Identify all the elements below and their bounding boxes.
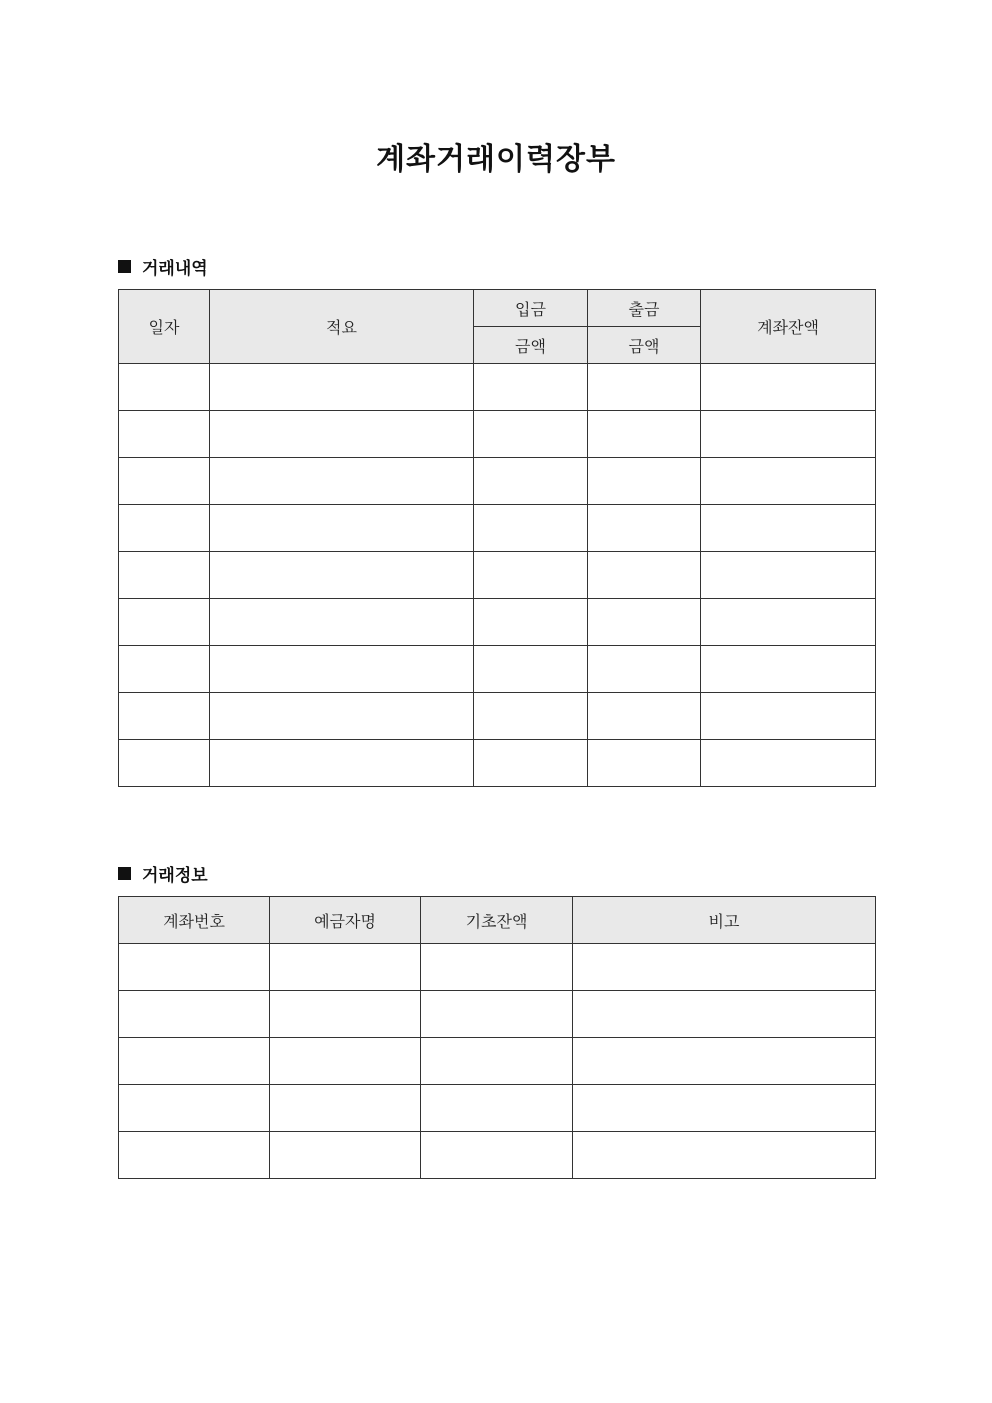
cell-opening-balance[interactable] bbox=[421, 944, 573, 991]
table-row bbox=[119, 991, 876, 1038]
cell-remarks[interactable] bbox=[573, 944, 876, 991]
header-remarks: 비고 bbox=[573, 897, 876, 944]
cell-balance[interactable] bbox=[701, 411, 876, 458]
header-description: 적요 bbox=[210, 290, 474, 364]
table-row bbox=[119, 458, 876, 505]
cell-balance[interactable] bbox=[701, 646, 876, 693]
header-depositor-name: 예금자명 bbox=[270, 897, 421, 944]
account-info-table bbox=[118, 896, 876, 1179]
cell-opening-balance[interactable] bbox=[421, 1132, 573, 1179]
cell-balance[interactable] bbox=[701, 599, 876, 646]
cell-deposit-amount[interactable] bbox=[474, 505, 588, 552]
cell-account-number[interactable] bbox=[119, 1085, 270, 1132]
cell-date[interactable] bbox=[119, 411, 210, 458]
cell-date[interactable] bbox=[119, 364, 210, 411]
cell-opening-balance[interactable] bbox=[421, 1038, 573, 1085]
header-opening-balance: 기초잔액 bbox=[421, 897, 573, 944]
cell-remarks[interactable] bbox=[573, 1038, 876, 1085]
cell-date[interactable] bbox=[119, 505, 210, 552]
table-row bbox=[119, 646, 876, 693]
table-row bbox=[119, 505, 876, 552]
header-withdrawal: 출금 bbox=[588, 290, 701, 327]
table-row bbox=[119, 693, 876, 740]
cell-depositor-name[interactable] bbox=[270, 1132, 421, 1179]
cell-balance[interactable] bbox=[701, 505, 876, 552]
cell-deposit-amount[interactable] bbox=[474, 693, 588, 740]
cell-remarks[interactable] bbox=[573, 991, 876, 1038]
cell-date[interactable] bbox=[119, 693, 210, 740]
cell-deposit-amount[interactable] bbox=[474, 458, 588, 505]
table-row bbox=[119, 599, 876, 646]
square-bullet-icon bbox=[118, 260, 131, 273]
table-row bbox=[119, 1085, 876, 1132]
document-title: 계좌거래이력장부 bbox=[376, 142, 616, 177]
cell-depositor-name[interactable] bbox=[270, 1085, 421, 1132]
cell-description[interactable] bbox=[210, 411, 474, 458]
cell-depositor-name[interactable] bbox=[270, 1038, 421, 1085]
table-row bbox=[119, 1038, 876, 1085]
cell-deposit-amount[interactable] bbox=[474, 646, 588, 693]
cell-balance[interactable] bbox=[701, 740, 876, 787]
info-heading-label: 거래정보 bbox=[142, 866, 208, 886]
cell-description[interactable] bbox=[210, 646, 474, 693]
transactions-table-body bbox=[119, 364, 876, 787]
cell-withdrawal-amount[interactable] bbox=[588, 411, 701, 458]
cell-description[interactable] bbox=[210, 505, 474, 552]
cell-opening-balance[interactable] bbox=[421, 991, 573, 1038]
cell-date[interactable] bbox=[119, 599, 210, 646]
cell-depositor-name[interactable] bbox=[270, 944, 421, 991]
cell-opening-balance[interactable] bbox=[421, 1085, 573, 1132]
transactions-heading-label: 거래내역 bbox=[142, 259, 208, 279]
cell-description[interactable] bbox=[210, 599, 474, 646]
table-row bbox=[119, 1132, 876, 1179]
cell-deposit-amount[interactable] bbox=[474, 740, 588, 787]
account-info-table-body bbox=[119, 944, 876, 1179]
header-account-number: 계좌번호 bbox=[119, 897, 270, 944]
cell-description[interactable] bbox=[210, 693, 474, 740]
header-date: 일자 bbox=[119, 290, 210, 364]
cell-withdrawal-amount[interactable] bbox=[588, 693, 701, 740]
cell-balance[interactable] bbox=[701, 364, 876, 411]
cell-account-number[interactable] bbox=[119, 1038, 270, 1085]
info-section-heading bbox=[118, 861, 208, 886]
cell-depositor-name[interactable] bbox=[270, 991, 421, 1038]
cell-balance[interactable] bbox=[701, 552, 876, 599]
cell-withdrawal-amount[interactable] bbox=[588, 364, 701, 411]
cell-withdrawal-amount[interactable] bbox=[588, 599, 701, 646]
cell-deposit-amount[interactable] bbox=[474, 552, 588, 599]
header-withdrawal-amount: 금액 bbox=[588, 327, 701, 364]
square-bullet-icon bbox=[118, 867, 131, 880]
header-deposit: 입금 bbox=[474, 290, 588, 327]
cell-withdrawal-amount[interactable] bbox=[588, 552, 701, 599]
header-balance: 계좌잔액 bbox=[701, 290, 876, 364]
transactions-section-heading bbox=[118, 254, 208, 279]
table-row bbox=[119, 552, 876, 599]
cell-account-number[interactable] bbox=[119, 944, 270, 991]
cell-deposit-amount[interactable] bbox=[474, 599, 588, 646]
table-row bbox=[119, 944, 876, 991]
cell-withdrawal-amount[interactable] bbox=[588, 505, 701, 552]
cell-date[interactable] bbox=[119, 458, 210, 505]
cell-remarks[interactable] bbox=[573, 1085, 876, 1132]
cell-date[interactable] bbox=[119, 740, 210, 787]
cell-description[interactable] bbox=[210, 458, 474, 505]
cell-deposit-amount[interactable] bbox=[474, 411, 588, 458]
cell-balance[interactable] bbox=[701, 693, 876, 740]
cell-remarks[interactable] bbox=[573, 1132, 876, 1179]
transactions-table bbox=[118, 289, 876, 787]
cell-description[interactable] bbox=[210, 740, 474, 787]
cell-account-number[interactable] bbox=[119, 991, 270, 1038]
table-row bbox=[119, 411, 876, 458]
table-row bbox=[119, 364, 876, 411]
cell-withdrawal-amount[interactable] bbox=[588, 740, 701, 787]
table-row bbox=[119, 740, 876, 787]
cell-date[interactable] bbox=[119, 646, 210, 693]
cell-withdrawal-amount[interactable] bbox=[588, 646, 701, 693]
cell-description[interactable] bbox=[210, 364, 474, 411]
cell-withdrawal-amount[interactable] bbox=[588, 458, 701, 505]
header-deposit-amount: 금액 bbox=[474, 327, 588, 364]
cell-balance[interactable] bbox=[701, 458, 876, 505]
cell-date[interactable] bbox=[119, 552, 210, 599]
cell-account-number[interactable] bbox=[119, 1132, 270, 1179]
cell-deposit-amount[interactable] bbox=[474, 364, 588, 411]
cell-description[interactable] bbox=[210, 552, 474, 599]
